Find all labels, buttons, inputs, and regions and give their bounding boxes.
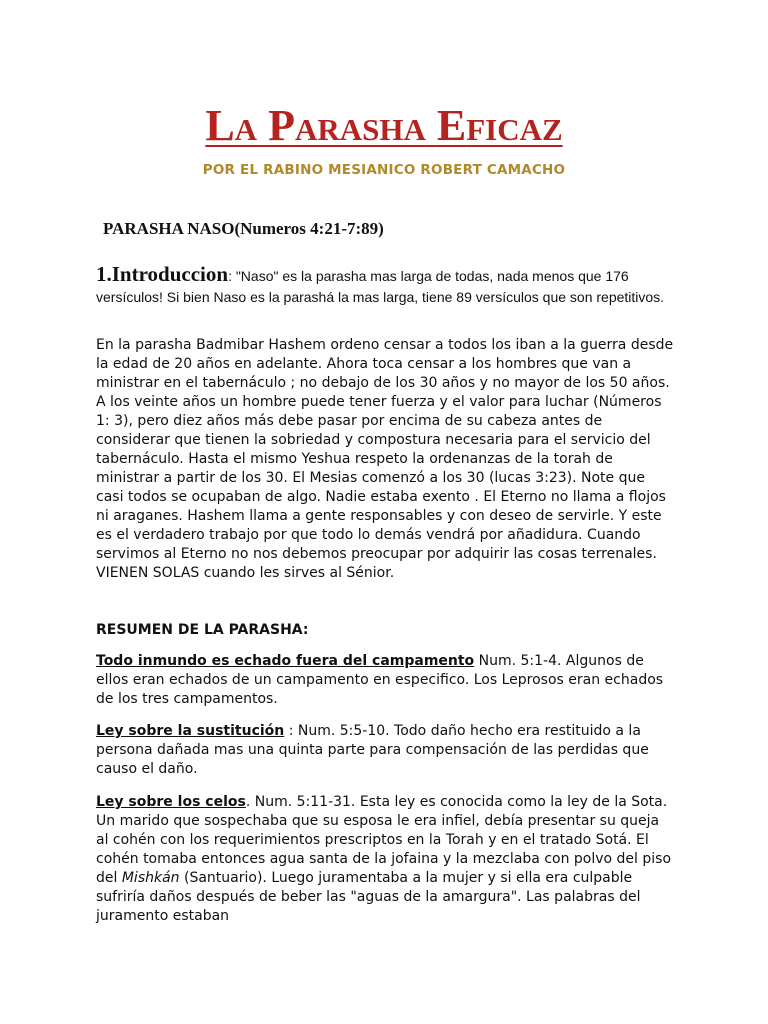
- introduction-paragraph: [96, 264, 676, 308]
- summary-section-impure: [96, 652, 676, 709]
- parasha-heading: PARASHA NASO(Numeros 4:21-7:89): [103, 219, 384, 238]
- summary-heading: RESUMEN DE LA PARASHA:: [96, 622, 309, 638]
- section-heading: Todo inmundo es echado fuera del campamento: [96, 653, 475, 669]
- introduction-text: : "Naso" es la parasha mas larga de todas, nada menos que 176 versículos! Si bien Naso es la parashá la mas larga, tiene 89 versículos que son repetitivos.: [96, 268, 665, 305]
- section-text-continued: (Santuario). Luego juramentaba a la mujer y si ella era culpable sufriría daños después de beber las "aguas de la amargura". Las palabras del juramento estaban: [96, 870, 641, 924]
- introduction-title: 1.Introduccion: [96, 262, 229, 286]
- title-word-parasha: PARASHA: [268, 101, 426, 150]
- title-word-la: LA: [205, 101, 258, 150]
- section-text: : Num. 5:5-10. Todo daño hecho era restituido a la persona dañada mas una quinta parte para compensación de las perdidas que causo el daño.: [96, 723, 649, 777]
- section-italic-term: Mishkán: [121, 870, 180, 886]
- section-heading: Ley sobre los celos: [96, 794, 246, 810]
- section-text: Num. 5:1-4. Algunos de ellos eran echados de un campamento en especifico. Los Leprosos eran echados de los tres campamentos.: [96, 653, 664, 707]
- summary-section-restitution: [96, 722, 676, 779]
- author-subtitle: POR EL RABINO MESIANICO ROBERT CAMACHO: [202, 162, 566, 178]
- section-heading: Ley sobre la sustitución: [96, 723, 285, 739]
- summary-section-jealousy: [96, 793, 676, 926]
- section-text: . Num. 5:11-31. Esta ley es conocida como la ley de la Sota. Un marido que sospechaba que su esposa le era infiel, debía presentar su queja al cohén con los requerimientos prescriptos en la Torah y en el tratado Sotá. El cohén tomaba entonces agua santa de la jofaina y la mezclaba con polvo del piso del: [96, 794, 672, 886]
- body-paragraph: En la parasha Badmibar Hashem ordeno censar a todos los iban a la guerra desde la edad de 20 años en adelante. Ahora toca censar a los hombres que van a ministrar en el tabernáculo ; no debajo de los 30 años y no mayor de los 50 años. A los veinte años un hombre puede tener fuerza y el valor para luchar (Números 1: 3), pero diez años más debe pasar por encima de su cabeza antes de considerar que tienen la sobriedad y compostura necesaria para el servicio del tabernáculo. Hasta el mismo Yeshua respeto la ordenanzas de la torah de ministrar a partir de los 30. El Mesias comenzó a los 30 (lucas 3:23). Note que casi todos se ocupaban de algo. Nadie estaba exento . El Eterno no llama a flojos ni araganes. Hashem llama a gente responsables y con deseo de servirle. Y este es el verdadero trabajo por que todo lo demás vendrá por añadidura. Cuando servimos al Eterno no nos debemos preocupar por adquirir las cosas terrenales. VIENEN SOLAS cuando les sirves al Sénior.: [96, 337, 674, 581]
- title-word-eficaz: EFICAZ: [436, 101, 563, 150]
- document-title: [0, 100, 768, 151]
